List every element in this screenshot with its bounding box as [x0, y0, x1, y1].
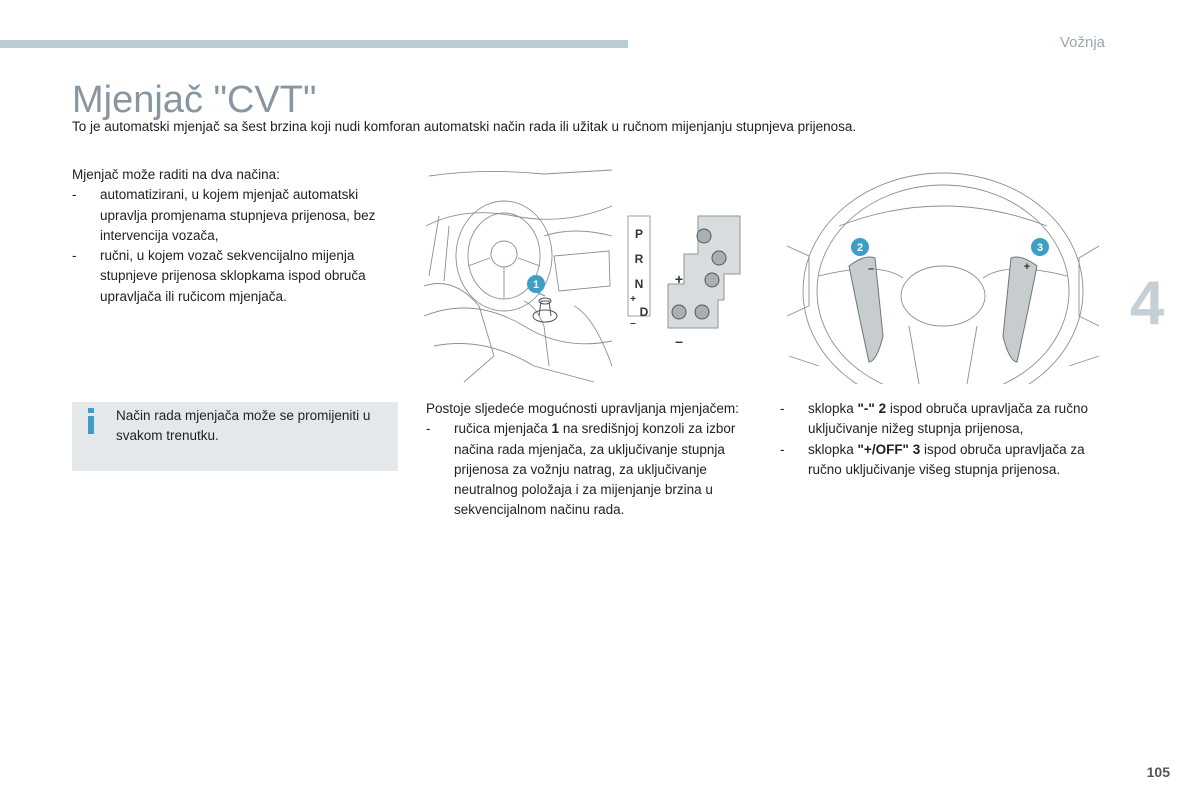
info-text: Način rada mjenjača može se promijeniti u svakom trenutku.: [116, 408, 371, 444]
info-icon: [86, 408, 96, 434]
gear-gate-diagram: [622, 212, 752, 352]
callout-2-label: 2: [856, 242, 864, 254]
page-title: Mjenjač "CVT": [72, 79, 317, 121]
paddle-plus-label: +: [1023, 261, 1031, 273]
gate-small-plus-label: +: [630, 294, 636, 305]
modes-description: [72, 165, 402, 307]
callout-3-label: 3: [1036, 242, 1044, 254]
gate-n-label: N: [634, 277, 644, 291]
paddle-list: [780, 399, 1110, 480]
callout-1-label: 1: [532, 279, 540, 291]
list-item: - automatizirani, u kojem mjenjač automatski upravlja promjenama stupnjeva prijenosa, bez intervencija vozača,: [72, 187, 376, 243]
gate-plus-label: +: [674, 271, 684, 287]
list-item: - sklopka "-" 2 ispod obruča upravljača za ručno uključivanje nižeg stupnja prijenosa,: [780, 401, 1088, 437]
paddle-minus-label: –: [867, 263, 875, 275]
paddle-options: [780, 399, 1110, 480]
gate-r-label: R: [634, 252, 644, 266]
page-number: 105: [1146, 764, 1170, 780]
control-options: [426, 399, 756, 521]
gate-d-label: D: [639, 305, 649, 319]
control-lead: Postoje sljedeće mogućnosti upravljanja mjenjačem:: [426, 401, 739, 416]
gate-p-label: P: [634, 227, 644, 241]
gear-lever-illustration: [424, 166, 614, 384]
modes-lead: Mjenjač može raditi na dva načina:: [72, 167, 280, 182]
steering-paddles-illustration: [779, 166, 1107, 384]
list-item: - ručica mjenjača 1 na središnjoj konzoli za izbor načina rada mjenjača, za uključivanje stupnja prijenosa za vožnju natrag, za uključivanje neutralnog položaja i za mijenjanje brzina u sekvencijalnom načinu rada.: [426, 421, 736, 518]
modes-list: [72, 185, 402, 307]
chapter-number: 4: [1130, 269, 1165, 338]
control-list: [426, 419, 756, 520]
gate-minus-label: –: [675, 333, 683, 349]
list-item: - sklopka "+/OFF" 3 ispod obruča upravljača za ručno uključivanje višeg stupnja prijenosa.: [780, 441, 1085, 477]
list-item: - ručni, u kojem vozač sekvencijalno mijenja stupnjeve prijenosa sklopkama ispod obruča upravljača ili ručicom mjenjača.: [72, 248, 366, 304]
header-bar: [0, 40, 628, 48]
gate-small-minus-label: –: [630, 318, 636, 329]
section-name: Vožnja: [1059, 34, 1105, 51]
intro-text: To je automatski mjenjač sa šest brzina koji nudi komforan automatski način rada ili užitak u ručnom mijenjanju stupnjeva prijenosa.: [72, 119, 857, 134]
